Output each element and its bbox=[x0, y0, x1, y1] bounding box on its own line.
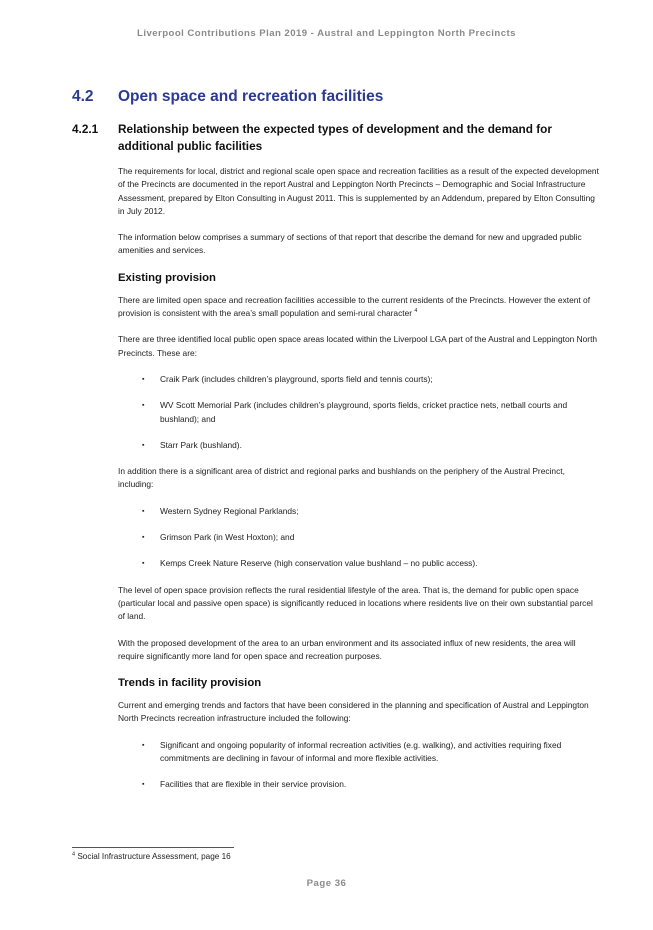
existing-paragraph-1-text: There are limited open space and recreation facilities accessible to the current residents of the Precincts. However the extent of provision is consistent with the area’s small population and semi-rural character bbox=[118, 294, 591, 319]
trends-heading: Trends in facility provision bbox=[118, 677, 262, 690]
list-item bbox=[118, 399, 600, 426]
list-item bbox=[118, 557, 600, 570]
bullet-icon: ▪ bbox=[142, 402, 145, 410]
existing-provision-heading: Existing provision bbox=[118, 271, 216, 284]
list-item bbox=[118, 778, 600, 791]
section-title: Open space and recreation facilities bbox=[118, 88, 384, 105]
intro-paragraph-1: The requirements for local, district and regional scale open space and recreation facilities as a result of the expected development of the Precincts are documented in the report Austral and Leppington North Precincts – Demographic and Social Infrastructure Assessment, prepared by Elton Consulting in August 2011. This is supplemented by an Addendum, prepared by Elton Consulting in July 2012. bbox=[118, 166, 599, 216]
list-item bbox=[118, 373, 600, 386]
bullet-icon: ▪ bbox=[142, 560, 145, 568]
bullet-icon: ▪ bbox=[142, 507, 145, 515]
list-item bbox=[118, 739, 600, 766]
footnote-number: 4 bbox=[72, 851, 76, 858]
bullet-icon: ▪ bbox=[142, 441, 145, 449]
existing-paragraph-2: There are three identified local public open space areas located within the Liverpool LGA part of the Austral and Leppington North Precincts. These are: bbox=[118, 334, 598, 358]
page-number: Page 36 bbox=[306, 878, 347, 889]
list-item bbox=[118, 505, 600, 518]
footnote-ref[interactable]: 4 bbox=[414, 308, 418, 315]
list-item bbox=[118, 439, 600, 452]
existing-paragraph-4: The level of open space provision reflects the rural residential lifestyle of the area. That is, the demand for public open space (particular local and passive open space) is significantly reduced in locations where residents live on their own substantial parcel of land. bbox=[118, 584, 593, 622]
list-item-text: Starr Park (bushland). bbox=[160, 439, 242, 450]
list-item-text: WV Scott Memorial Park (includes children’s playground, sports fields, cricket practice nets, netball courts and bushland); and bbox=[160, 400, 568, 424]
bullet-icon: ▪ bbox=[142, 741, 145, 749]
local-parks-list bbox=[118, 373, 600, 452]
bullet-icon: ▪ bbox=[142, 375, 145, 383]
trends-list bbox=[118, 739, 600, 792]
bullet-icon: ▪ bbox=[142, 781, 145, 789]
footnote-text: Social Infrastructure Assessment, page 16 bbox=[77, 852, 231, 861]
existing-paragraph-5: With the proposed development of the area to an urban environment and its associated influx of new residents, the area will require significantly more land for open space and recreation purposes. bbox=[118, 637, 576, 661]
list-item-text: Significant and ongoing popularity of informal recreation activities (e.g. walking), and activities requiring fixed commitments are declining in favour of informal and more flexible activities. bbox=[160, 739, 562, 764]
footnote-divider bbox=[72, 847, 234, 848]
section-number: 4.2 bbox=[72, 88, 94, 105]
list-item-text: Western Sydney Regional Parklands; bbox=[160, 505, 299, 516]
list-item-text: Facilities that are flexible in their service provision. bbox=[160, 779, 347, 790]
bullet-icon: ▪ bbox=[142, 534, 145, 542]
subsection-title: Relationship between the expected types of development and the demand for additional public facilities bbox=[118, 122, 552, 153]
regional-parks-list bbox=[118, 505, 600, 571]
subsection-number: 4.2.1 bbox=[72, 122, 99, 136]
footnote bbox=[72, 852, 231, 861]
list-item bbox=[118, 531, 600, 544]
intro-paragraph-2: The information below comprises a summary of sections of that report that describe the demand for new and upgraded public amenities and services. bbox=[118, 232, 582, 256]
existing-paragraph-3: In addition there is a significant area of district and regional parks and bushlands on the periphery of the Austral Precinct, including: bbox=[118, 466, 565, 490]
list-item-text: Kemps Creek Nature Reserve (high conservation value bushland – no public access). bbox=[160, 558, 478, 569]
section-heading bbox=[72, 88, 383, 106]
list-item-text: Craik Park (includes children’s playground, sports field and tennis courts); bbox=[160, 373, 433, 384]
body-content bbox=[118, 165, 600, 805]
existing-paragraph-1 bbox=[118, 294, 600, 321]
running-header: Liverpool Contributions Plan 2019 - Austral and Leppington North Precincts bbox=[137, 28, 516, 39]
trends-paragraph-1: Current and emerging trends and factors that have been considered in the planning and specification of Austral and Leppington North Precincts recreation infrastructure included the following: bbox=[118, 700, 589, 724]
list-item-text: Grimson Park (in West Hoxton); and bbox=[160, 532, 295, 543]
